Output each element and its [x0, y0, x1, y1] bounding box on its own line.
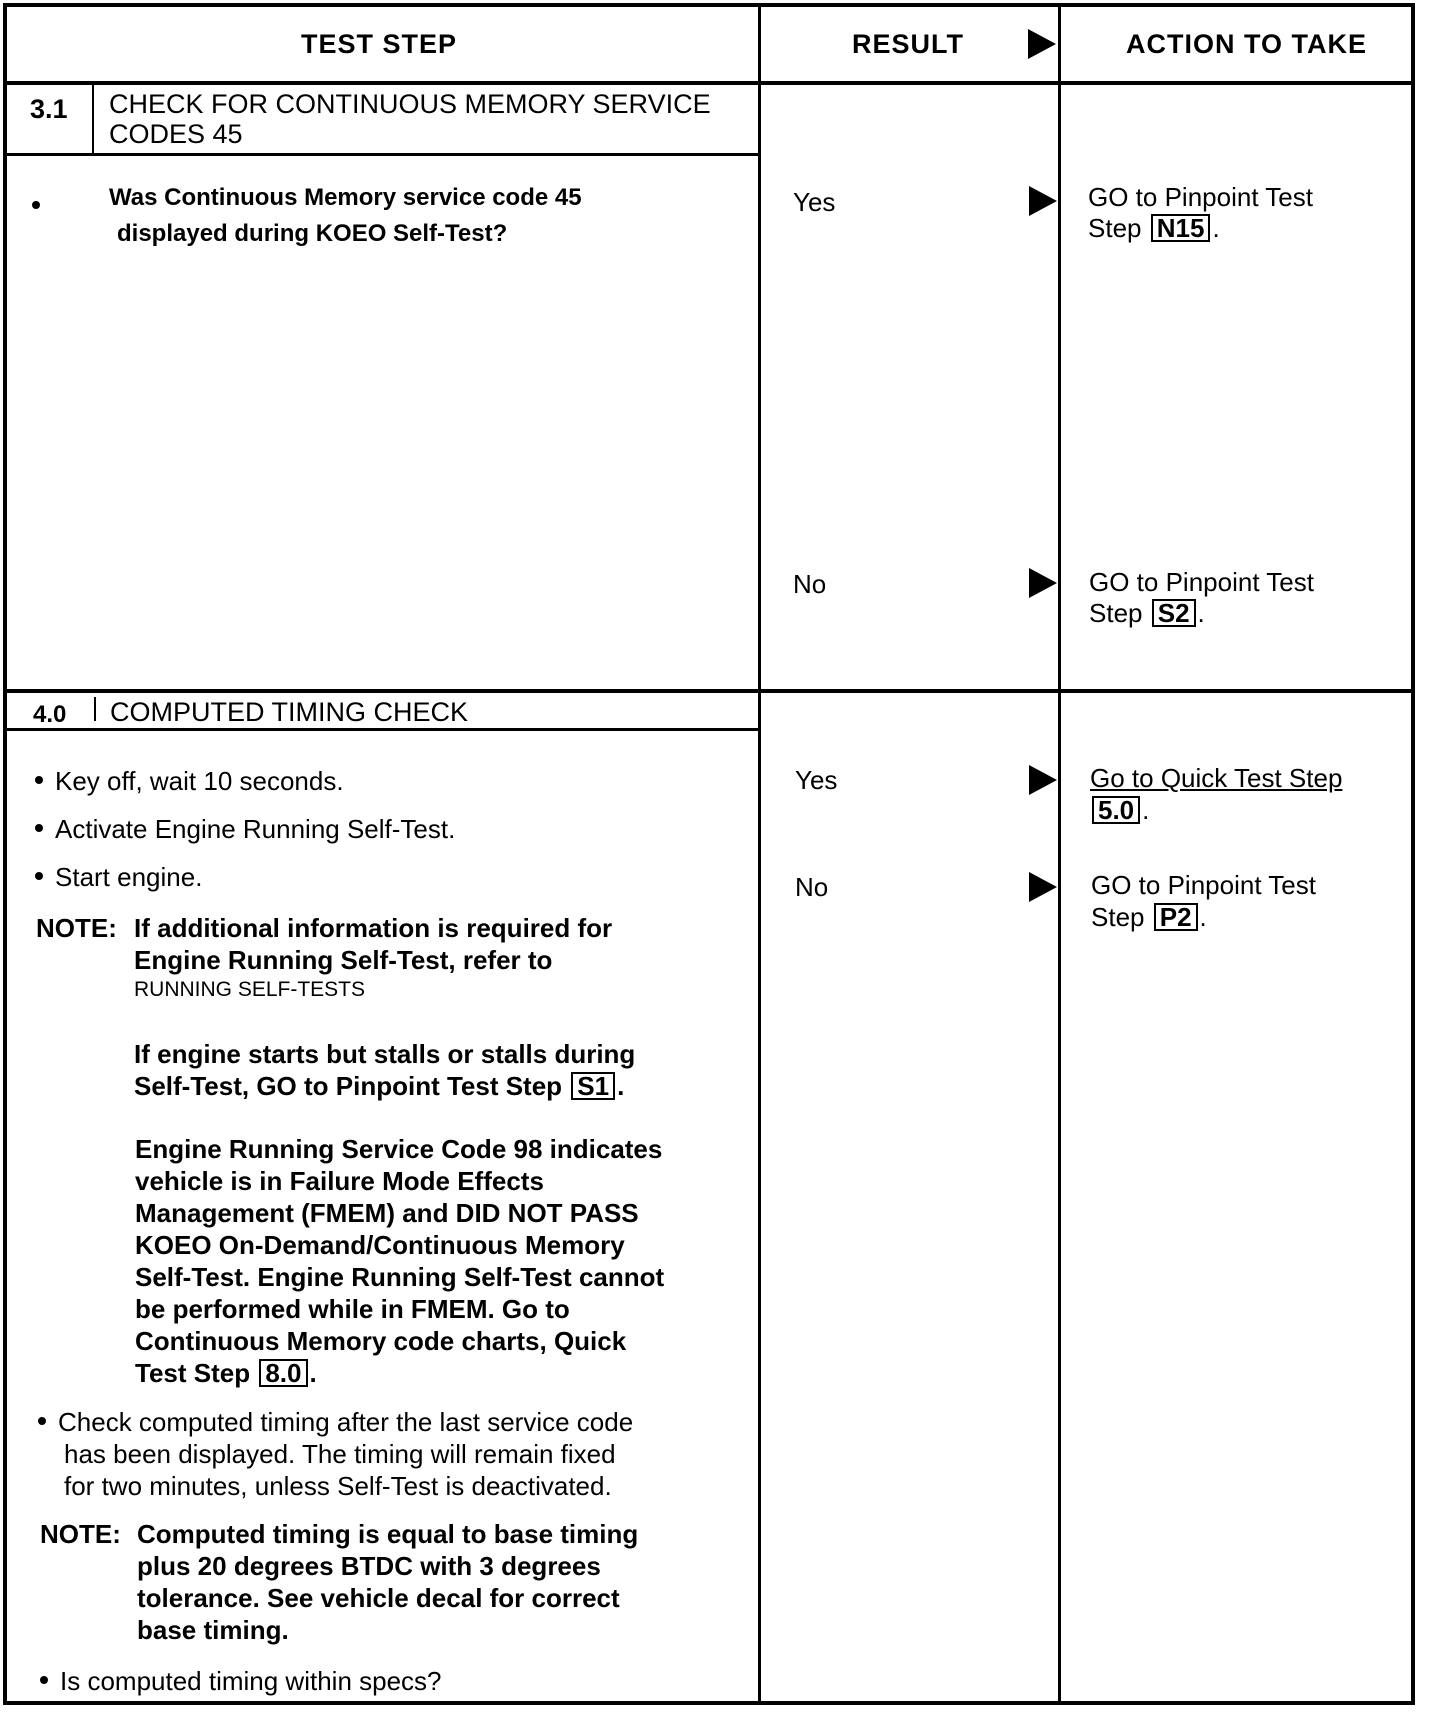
step31-question-line2: displayed during KOEO Self-Test?: [117, 220, 508, 247]
step40-final-question: Is computed timing within specs?: [40, 1665, 442, 1697]
step40-title: COMPUTED TIMING CHECK: [110, 697, 469, 727]
column-divider-result: [758, 3, 761, 1705]
header-test-step: TEST STEP: [301, 29, 458, 59]
step40-yes-ref[interactable]: 5.0: [1092, 796, 1140, 824]
step31-number: 3.1: [30, 94, 68, 124]
step40-code98-line8: Test Step 8.0 .: [135, 1358, 317, 1388]
step40-no-ref[interactable]: P2: [1154, 903, 1198, 931]
step40-note1-line3: RUNNING SELF-TESTS: [134, 978, 366, 1001]
step40-no-action-line1: GO to Pinpoint Test: [1091, 870, 1316, 900]
step40-bullet-3: Start engine.: [35, 861, 202, 893]
step31-no-ref[interactable]: S2: [1152, 599, 1196, 627]
bullet-icon: [35, 824, 43, 832]
step40-bullet-2: Activate Engine Running Self-Test.: [35, 813, 455, 845]
step40-code98-line3: Management (FMEM) and DID NOT PASS: [135, 1198, 639, 1228]
step31-yes-label: Yes: [793, 187, 836, 217]
step40-note1-line1: If additional information is required for: [134, 913, 613, 943]
step31-yes-ref[interactable]: N15: [1151, 214, 1211, 242]
step40-code98-ref[interactable]: 8.0: [259, 1359, 307, 1387]
step40-note2-line1: Computed timing is equal to base timing: [137, 1519, 639, 1549]
step40-note2-line2: plus 20 degrees BTDC with 3 degrees: [137, 1551, 601, 1581]
step31-no-action-line2: Step S2 .: [1089, 598, 1205, 628]
step40-no-action-line2: Step P2 .: [1091, 902, 1207, 932]
step40-code98-line1: Engine Running Service Code 98 indicates: [135, 1134, 663, 1164]
step40-note1-line2: Engine Running Self-Test, refer to: [134, 945, 553, 975]
step40-number: 4.0: [33, 701, 67, 728]
step40-check-line1: Check computed timing after the last service code: [38, 1406, 633, 1438]
step31-title-divider: [3, 153, 761, 156]
step40-note2-label: NOTE:: [40, 1519, 121, 1549]
step40-yes-action-line2: 5.0 .: [1090, 794, 1149, 826]
step31-no-arrow-icon: [1029, 568, 1057, 598]
step40-number-divider: [94, 697, 96, 721]
step40-no-label: No: [795, 872, 829, 902]
section-divider: [3, 689, 1415, 693]
bullet-icon: [38, 1417, 46, 1425]
step31-yes-action-line2: Step N15 .: [1088, 213, 1220, 243]
step40-code98-line2: vehicle is in Failure Mode Effects: [135, 1166, 544, 1196]
step40-stall-ref[interactable]: S1: [571, 1072, 615, 1100]
step40-stall-line1: If engine starts but stalls or stalls during: [134, 1039, 636, 1069]
bullet-icon: [32, 201, 40, 209]
header-result: RESULT: [852, 29, 964, 59]
step40-code98-line6: be performed while in FMEM. Go to: [135, 1294, 570, 1324]
bullet-icon: [35, 872, 43, 880]
step40-yes-label: Yes: [795, 765, 838, 795]
bullet-icon: [40, 1676, 48, 1684]
step31-title-line2: CODES 45: [109, 119, 243, 149]
step31-no-action-line1: GO to Pinpoint Test: [1089, 567, 1314, 597]
step40-yes-arrow-icon: [1029, 765, 1057, 795]
step31-number-divider: [92, 83, 94, 155]
step40-note1-label: NOTE:: [36, 913, 117, 943]
header-divider: [3, 81, 1415, 85]
step40-title-divider: [3, 728, 761, 731]
step40-code98-line7: Continuous Memory code charts, Quick: [135, 1326, 627, 1356]
header-action: ACTION TO TAKE: [1126, 29, 1367, 59]
step31-yes-action-line1: GO to Pinpoint Test: [1088, 182, 1313, 212]
header-arrow-icon: [1028, 29, 1056, 59]
step40-stall-line2: Self-Test, GO to Pinpoint Test Step S1 .: [134, 1071, 625, 1101]
step40-check-line3: for two minutes, unless Self-Test is deactivated.: [64, 1471, 612, 1501]
step40-note2-line4: base timing.: [137, 1615, 289, 1645]
bullet-icon: [35, 776, 43, 784]
step40-note2-line3: tolerance. See vehicle decal for correct: [137, 1583, 620, 1613]
step31-no-label: No: [793, 569, 827, 599]
step31-title-line1: CHECK FOR CONTINUOUS MEMORY SERVICE: [109, 89, 711, 119]
step40-yes-action-line1: Go to Quick Test Step: [1090, 763, 1343, 793]
step31-question-bullet: [32, 190, 52, 222]
step40-bullet-1: Key off, wait 10 seconds.: [35, 765, 344, 797]
step40-no-arrow-icon: [1029, 872, 1057, 902]
step31-question-line1: Was Continuous Memory service code 45: [109, 184, 582, 211]
step40-code98-line4: KOEO On-Demand/Continuous Memory: [135, 1230, 625, 1260]
column-divider-action: [1058, 3, 1061, 1705]
step31-yes-arrow-icon: [1029, 186, 1057, 216]
step40-code98-line5: Self-Test. Engine Running Self-Test cannot: [135, 1262, 665, 1292]
step40-check-line2: has been displayed. The timing will remain fixed: [64, 1439, 616, 1469]
